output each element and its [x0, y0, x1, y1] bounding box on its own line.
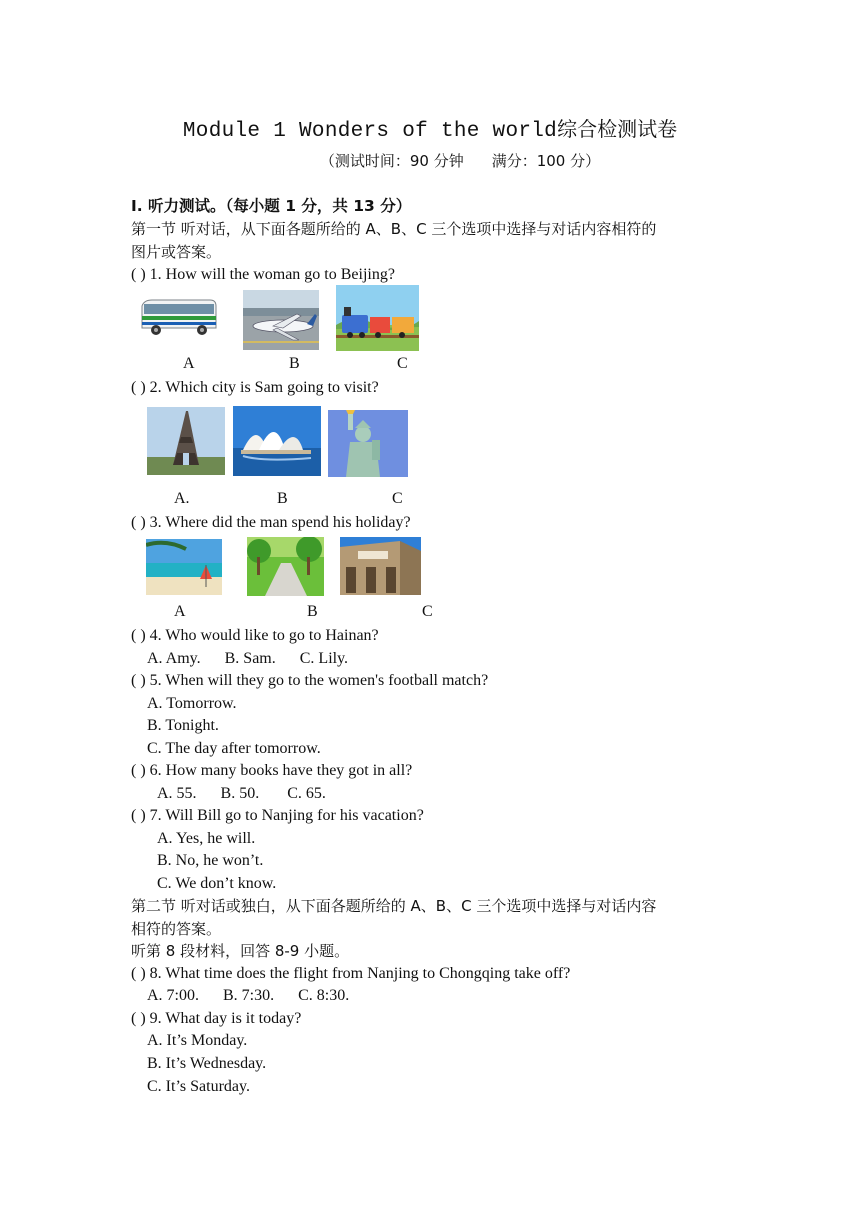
full-score: 满分：100 分） — [491, 152, 601, 170]
q2-option-c-label: C — [392, 490, 403, 507]
beach-picture — [146, 539, 222, 595]
q3-option-a-label: A — [174, 603, 186, 620]
eiffel-tower-picture — [147, 407, 225, 475]
question-1: ( ) 1. How will the woman go to Beijing? — [131, 266, 395, 283]
question-3: ( ) 3. Where did the man spend his holiday? — [131, 514, 411, 531]
question-8: ( ) 8. What time does the flight from Nanjing to Chongqing take off? — [131, 965, 571, 982]
q9-option-a: A. It’s Monday. — [147, 1032, 248, 1049]
q2-option-b-label: B — [277, 490, 288, 507]
q7-option-c: C. We don’t know. — [157, 875, 277, 892]
question-2: ( ) 2. Which city is Sam going to visit? — [131, 379, 379, 396]
train-picture — [336, 285, 419, 351]
question-4: ( ) 4. Who would like to go to Hainan? — [131, 627, 379, 644]
q8-options: A. 7:00. B. 7:30. C. 8:30. — [147, 987, 350, 1004]
part2-instruction: 第二节 听对话或独白，从下面各题所给的 A、B、C 三个选项中选择与对话内容 — [131, 897, 657, 915]
question-7: ( ) 7. Will Bill go to Nanjing for his vacation? — [131, 807, 424, 824]
q9-option-c: C. It’s Saturday. — [147, 1078, 250, 1095]
part1-instruction-cont: 图片或答案。 — [131, 243, 222, 261]
q7-option-a: A. Yes, he will. — [157, 830, 256, 847]
q5-option-c: C. The day after tomorrow. — [147, 740, 321, 757]
question-6: ( ) 6. How many books have they got in all? — [131, 762, 413, 779]
q5-option-a: A. Tomorrow. — [147, 695, 237, 712]
test-info — [0, 150, 860, 171]
sydney-opera-house-picture — [233, 406, 321, 476]
park-picture — [247, 537, 324, 596]
question-5: ( ) 5. When will they go to the women's football match? — [131, 672, 489, 689]
title-chinese: 综合检测试卷 — [557, 117, 678, 141]
question-9: ( ) 9. What day is it today? — [131, 1010, 302, 1027]
bus-picture — [136, 292, 220, 342]
q7-option-b: B. No, he won’t. — [157, 852, 264, 869]
part1-instruction: 第一节 听对话，从下面各题所给的 A、B、C 三个选项中选择与对话内容相符的 — [131, 220, 657, 238]
title-english: Module 1 Wonders of the world — [182, 120, 558, 143]
statue-of-liberty-picture — [328, 410, 408, 477]
page-title — [0, 113, 860, 143]
test-time: （测试时间：90 分钟 — [319, 152, 464, 170]
q5-option-b: B. Tonight. — [147, 717, 219, 734]
q3-option-b-label: B — [307, 603, 318, 620]
q9-option-b: B. It’s Wednesday. — [147, 1055, 267, 1072]
section-heading-listening: Ⅰ. 听力测试。（每小题 1 分，共 13 分） — [131, 197, 412, 215]
q1-option-a-label: A — [183, 355, 195, 372]
q4-options: A. Amy. B. Sam. C. Lily. — [147, 650, 349, 667]
q6-options: A. 55. B. 50. C. 65. — [157, 785, 326, 802]
q1-option-c-label: C — [397, 355, 408, 372]
q1-option-b-label: B — [289, 355, 300, 372]
q3-option-c-label: C — [422, 603, 433, 620]
airplane-picture — [243, 290, 319, 350]
q2-option-a-label: A. — [174, 490, 190, 507]
cinema-picture — [340, 537, 421, 595]
part2-instruction-cont: 相符的答案。 — [131, 920, 222, 938]
part2-material-note: 听第 8 段材料，回答 8-9 小题。 — [131, 942, 350, 960]
